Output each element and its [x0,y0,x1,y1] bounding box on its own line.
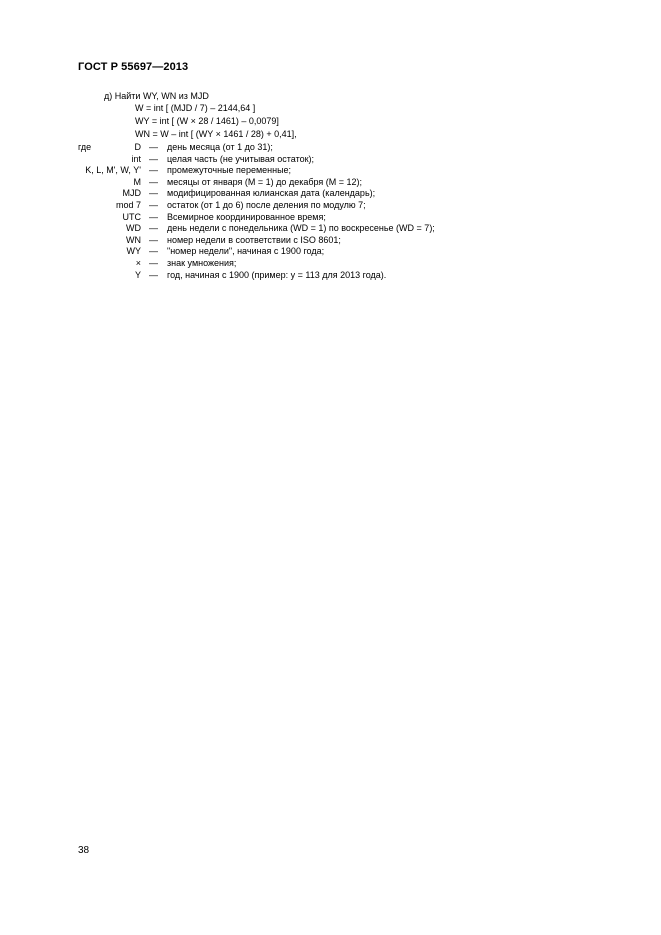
definition-row [0,211,661,223]
formula-wy: WY = int [ (W × 28 / 1461) – 0,0079] [135,116,279,126]
definition-description: целая часть (не учитывая остаток); [167,153,315,164]
definition-description: знак умножения; [167,258,237,268]
definition-description: модифицированная юлианская дата (календарь); [167,188,376,199]
definition-term: D [134,142,141,152]
definition-row [0,141,661,153]
definition-dash: — [149,142,158,152]
formula-w: W = int [ (MJD / 7) – 2144,64 ] [135,103,256,113]
definition-dash: — [149,258,158,268]
definition-row [0,164,661,176]
definition-term: mod 7 [115,200,141,210]
definition-term: WN [126,234,141,245]
definition-dash: — [149,200,158,210]
definition-description: день месяца (от 1 до 31); [167,142,273,152]
page-number: 38 [78,845,90,856]
definition-term: UTC [122,211,141,222]
definition-description: день недели с понедельника (WD = 1) по воскресенье (WD = 7); [167,223,435,234]
where-label: где [78,142,92,152]
definition-dash: — [149,211,158,222]
definition-row [0,153,661,165]
item-title: Найти WY, WN из MJD [114,91,209,101]
definition-term: WD [126,223,141,234]
definition-dash: — [149,188,158,199]
item-letter: д) [104,91,113,101]
definition-row [0,176,661,188]
definition-description: промежуточные переменные; [167,165,292,176]
definition-row [0,269,661,281]
definition-term: K, L, M', W, Y' [85,165,141,176]
definition-dash: — [149,165,158,176]
definition-dash: — [149,234,158,245]
definition-dash: — [149,223,158,234]
definition-description: "номер недели", начиная с 1900 года; [167,246,325,257]
list-item-marker [104,90,209,102]
definition-row [0,245,661,257]
definition-dash: — [149,153,158,164]
definition-term: Y [134,269,141,280]
definition-row [0,187,661,199]
definition-row [0,257,661,269]
definition-dash: — [149,269,158,280]
definition-row [0,234,661,246]
formula-wn: WN = W – int [ (WY × 1461 / 28) + 0,41], [135,129,297,139]
definition-description: год, начиная с 1900 (пример: y = 113 для 2013 года). [167,269,387,280]
definition-term: int [131,153,141,164]
definition-dash: — [149,246,158,257]
definition-description: номер недели в соответствии с ISO 8601; [167,234,341,245]
document-header: ГОСТ Р 55697—2013 [78,61,189,73]
definition-description: остаток (от 1 до 6) после деления по модулю 7; [167,200,366,210]
definition-term: WY [126,246,141,257]
definition-row [0,222,661,234]
definition-dash: — [149,176,158,187]
definition-term: M [133,176,141,187]
definition-term: MJD [122,188,141,199]
definition-term: × [135,258,141,268]
definition-description: Всемирное координированное время; [167,211,326,222]
definition-description: месяцы от января (M = 1) до декабря (M = 12); [167,176,363,187]
definition-row [0,199,661,211]
